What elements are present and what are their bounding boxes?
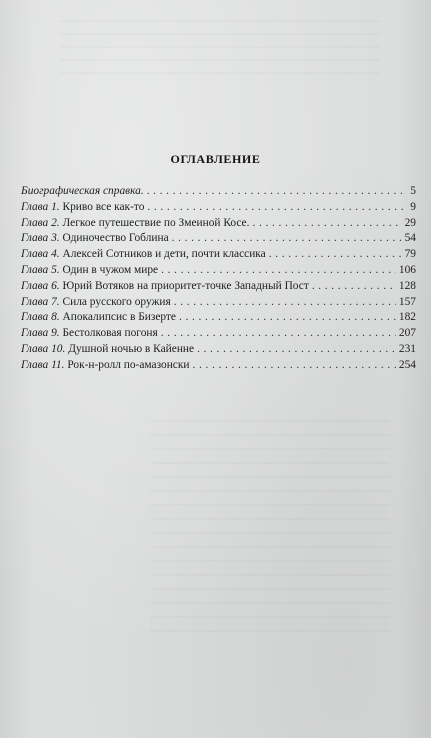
toc-entry-prefix: Глава 7. — [21, 295, 60, 308]
toc-entry-title: Алексей Сотников и дети, почти классика — [62, 248, 266, 261]
toc-entry — [21, 358, 416, 374]
toc-entry-page-number: 157 — [398, 295, 416, 308]
toc-entry-title: Одиночество Гоблина — [62, 232, 169, 245]
toc-entry-prefix: Глава 2. — [21, 216, 60, 229]
toc-entry-page-number: 207 — [398, 327, 416, 340]
toc-entry-prefix: Глава 8. — [21, 311, 60, 324]
toc-entry-page-number: 128 — [398, 279, 416, 292]
dot-leader — [147, 184, 408, 200]
toc-entry — [21, 184, 416, 200]
dot-leader — [312, 279, 396, 295]
toc-entry — [21, 216, 416, 232]
toc-entry-title: Рок-н-ролл по-амазонски — [67, 358, 190, 371]
toc-entry-label — [21, 279, 309, 295]
toc-entry-prefix: Глава 3. — [21, 232, 60, 245]
toc-entry-label — [21, 358, 190, 374]
toc-entry-page-number: 231 — [398, 342, 416, 355]
toc-entry-page-number: 54 — [404, 232, 416, 245]
toc-entry-page-number: 254 — [398, 358, 416, 371]
dot-leader — [161, 326, 396, 342]
toc-entry-page-number: 9 — [410, 200, 416, 213]
toc-entry — [21, 279, 416, 295]
toc-entry-label — [21, 326, 158, 342]
dot-leader — [179, 310, 396, 326]
toc-entry-label — [21, 231, 169, 247]
toc-entry-prefix: Глава 1. — [21, 200, 60, 213]
toc-entry-title: Душной ночью в Кайенне — [68, 342, 195, 355]
dot-leader — [174, 295, 396, 311]
toc-entry — [21, 200, 416, 216]
toc-entry-page-number: 106 — [398, 263, 416, 276]
toc-entry-label — [21, 216, 249, 232]
toc-entry-title: Апокалипсис в Бизерте — [62, 311, 176, 324]
toc-entry-title: Криво все как-то — [62, 200, 145, 213]
toc-entry-label — [21, 184, 144, 200]
dot-leader — [172, 231, 402, 247]
toc-entry-title: Легкое путешествие по Змеиной Косе. — [62, 216, 250, 229]
toc-entry — [21, 247, 416, 263]
toc-entry-prefix: Глава 11. — [21, 358, 65, 371]
dot-leader — [193, 358, 396, 374]
toc-entry-label — [21, 247, 266, 263]
toc-entry-prefix: Глава 5. — [21, 263, 60, 276]
toc-entry-page-number: 182 — [398, 311, 416, 324]
toc-entry-title: Бестолковая погоня — [62, 327, 158, 340]
toc-entry-label — [21, 295, 171, 311]
dot-leader — [269, 247, 402, 263]
toc-entry — [21, 263, 416, 279]
table-of-contents-heading: ОГЛАВЛЕНИЕ — [170, 152, 261, 166]
show-through-text-bottom — [150, 420, 390, 640]
toc-entry-page-number: 79 — [404, 248, 416, 261]
dot-leader — [161, 263, 396, 279]
toc-entry-title: Юрий Вотяков на приоритет-точке Западный Пост — [62, 279, 309, 292]
toc-entry-page-number: 5 — [410, 185, 416, 197]
table-of-contents-list — [21, 184, 416, 374]
dot-leader — [147, 200, 407, 216]
toc-entry — [21, 342, 416, 358]
dot-leader — [197, 342, 396, 358]
toc-entry-title: Один в чужом мире — [62, 263, 159, 276]
dot-leader — [252, 216, 401, 232]
toc-entry-prefix: Глава 10. — [21, 342, 66, 355]
toc-entry-label — [21, 200, 144, 216]
toc-entry — [21, 310, 416, 326]
toc-entry-page-number: 29 — [404, 216, 416, 229]
toc-entry-label — [21, 342, 194, 358]
toc-entry-prefix: Глава 9. — [21, 327, 60, 340]
toc-entry — [21, 231, 416, 247]
toc-entry-label — [21, 310, 176, 326]
toc-entry-prefix: Биографическая справка. — [21, 185, 144, 197]
show-through-text-top — [60, 20, 380, 80]
toc-entry-title: Сила русского оружия — [62, 295, 171, 308]
toc-entry-prefix: Глава 6. — [21, 279, 60, 292]
toc-entry-prefix: Глава 4. — [21, 248, 60, 261]
toc-entry — [21, 295, 416, 311]
toc-entry-label — [21, 263, 158, 279]
toc-entry — [21, 326, 416, 342]
